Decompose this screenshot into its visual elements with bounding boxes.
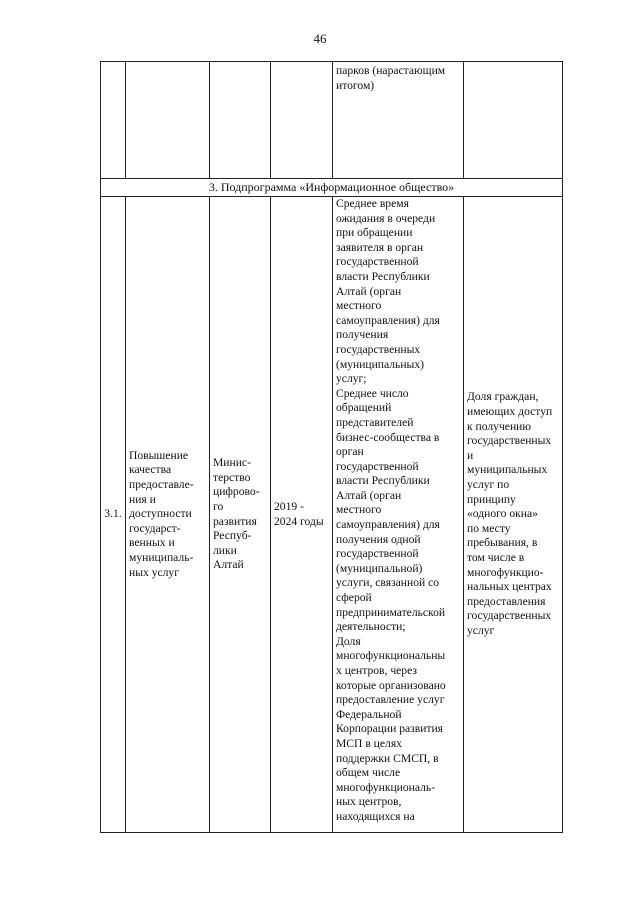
- section-header-row: [101, 179, 563, 197]
- cell-indicator: [333, 62, 464, 179]
- measure-cell: [126, 197, 210, 833]
- cell-result: [464, 62, 563, 179]
- result-cell: [464, 197, 563, 833]
- cell-period: [271, 62, 333, 179]
- executor-cell: [210, 197, 271, 833]
- cell-number: [101, 62, 126, 179]
- page-number: 46: [313, 31, 327, 46]
- period-text: 2019 - 2024 годы: [274, 499, 324, 528]
- indicator-text: парков (нарастающим итогом): [336, 64, 446, 92]
- indicators-cell: [333, 197, 464, 833]
- table-row: [101, 197, 563, 833]
- program-table: [100, 61, 563, 833]
- executor-text: Минис- терство цифрово- го развития Респуб- лики Алтай: [213, 456, 260, 572]
- row-number: 3.1.: [101, 197, 126, 833]
- continuation-row: [101, 62, 563, 179]
- indicators-text: Среднее время ожидания в очереди при обращении заявителя в орган государственной власти Республики Алтай (орган местного самоуправления) для получения государственных (муниципальных) услуг; Среднее число обращений представителей бизнес-сообщества в орган государственной власти Республики Алтай (орган местного самоуправления) для получения одной государственной (муниципальной) услуги, связанной со сферой предпринимательской деятельности; Доля многофункциональны х центров, через которые организовано предоставление услуг Федеральной Корпорации развития МСП в целях поддержки СМСП, в общем числе многофункциональ- ных центров, находящихся на: [336, 197, 446, 823]
- section-header: 3. Подпрограмма «Информационное общество»: [101, 179, 563, 197]
- cell-executor: [210, 62, 271, 179]
- period-cell: [271, 197, 333, 833]
- result-text: Доля граждан, имеющих доступ к получению государственных и муниципальных услуг по принципу «одного окна» по месту пребывания, в том числе в многофункцио- нальных центрах предоставления государственных услуг: [467, 390, 553, 637]
- cell-measure: [126, 62, 210, 179]
- measure-text: Повышение качества предоставле- ния и доступности государст- венных и муниципаль- ных услуг: [129, 448, 194, 579]
